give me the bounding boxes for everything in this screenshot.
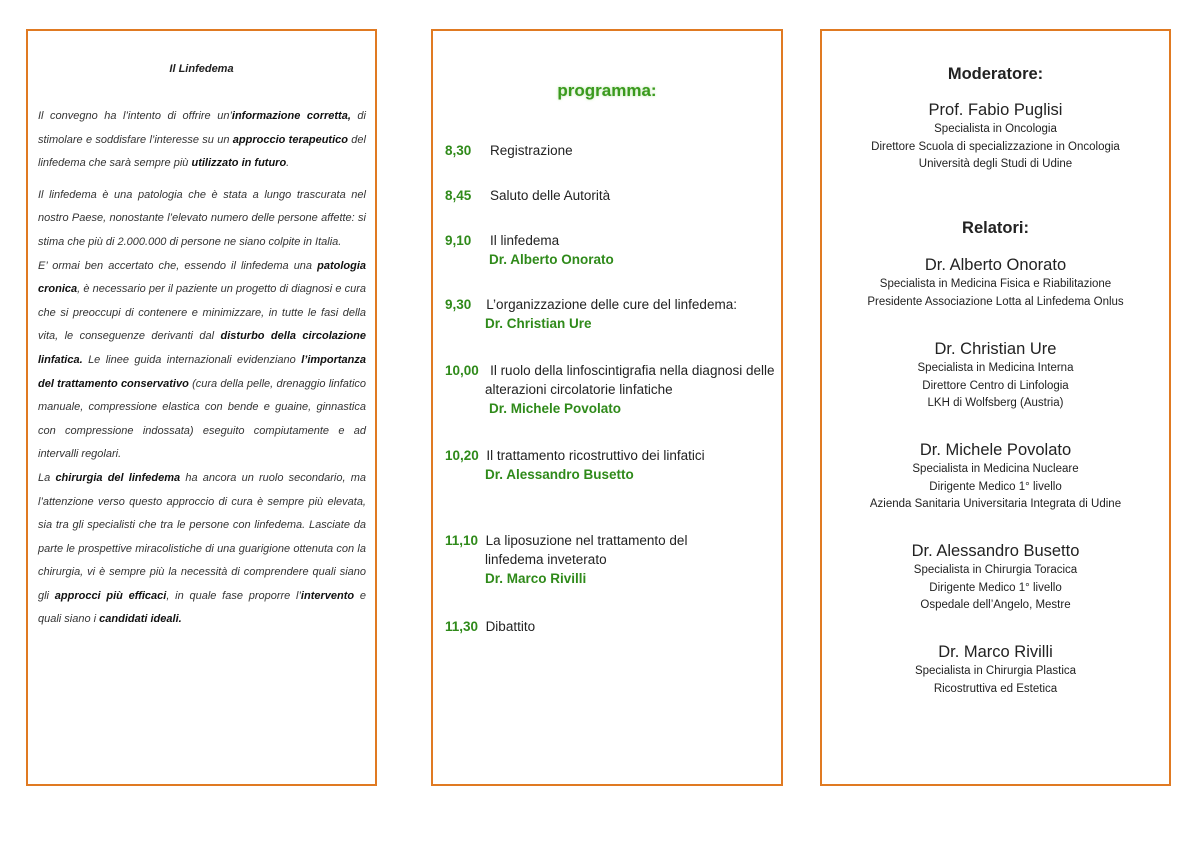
intro-text: Il convegno ha l’intento di offrire un’ (38, 110, 232, 122)
intro-text: (cura della pelle, drenaggio linfatico manuale, compressione elastica con bende e guaine, ginnastica con compressione indossata) eseguito compiutamente e ad intervalli regolari. (38, 377, 367, 461)
speakers-panel (820, 29, 1171, 786)
program-text: Saluto delle Autorità (490, 188, 611, 203)
intro-paragraph-3 (38, 255, 366, 467)
speakers-heading: Relatori: (962, 219, 1029, 237)
program-text: La liposuzione nel trattamento del linfedema inveterato (485, 533, 688, 567)
person-detail: Specialista in Oncologia (934, 123, 1057, 135)
intro-emphasis: approcci più efficaci (54, 589, 167, 602)
program-text: L’organizzazione delle cure del linfedema: (486, 297, 737, 312)
intro-text: di stimolare e soddisfare l’interesse su un (38, 110, 366, 146)
program-item (445, 446, 725, 484)
program-time: 9,10 (445, 233, 472, 248)
program-text: Il linfedema (490, 233, 560, 248)
program-text: Dibattito (485, 619, 536, 634)
program-time: 9,30 (445, 297, 472, 312)
program-item (445, 295, 775, 333)
intro-text: . (286, 157, 290, 170)
person-detail: Direttore Scuola di specializzazione in Oncologia (871, 140, 1120, 153)
person-name: Dr. Marco Rivilli (938, 643, 1053, 661)
program-time: 8,45 (445, 188, 472, 203)
moderator-heading: Moderatore: (947, 65, 1044, 83)
program-time: 10,20 (445, 448, 479, 463)
speaker (822, 540, 1169, 615)
intro-emphasis: disturbo della circolazione linfatica. (38, 330, 366, 366)
program-time: 11,10 (445, 533, 479, 548)
program-item (445, 617, 775, 636)
person-detail: Azienda Sanitaria Universitaria Integrata di Udine (869, 498, 1122, 510)
intro-paragraph-1 (38, 105, 366, 176)
intro-text: e quali siano i (38, 589, 366, 626)
program-item (445, 231, 775, 269)
program-time: 8,30 (445, 143, 472, 158)
person-detail: Specialista in Medicina Fisica e Riabilitazione (879, 278, 1112, 290)
speaker (822, 254, 1169, 311)
person-detail: Presidente Associazione Lotta al Linfedema Onlus (867, 295, 1124, 308)
person-detail: Specialista in Chirurgia Plastica (914, 665, 1077, 677)
program-speaker: Dr. Alberto Onorato (489, 252, 614, 267)
program-speaker: Dr. Alessandro Busetto (485, 467, 634, 482)
program-title: programma: (557, 81, 657, 100)
program-time: 10,00 (445, 363, 479, 378)
program-text: Il ruolo della linfoscintigrafia nella diagnosi delle alterazioni circolatorie linfatiche (485, 363, 775, 397)
person-detail: LKH di Wolfsberg (Austria) (927, 397, 1064, 409)
intro-text: ha ancora un ruolo secondario, ma l’attenzione verso questo approccio di cura è sempre più elevata, sia tra gli specialisti che tra le persone con linfedema. Lasciate da parte le prospettive miracolistiche di una guarigione ottenuta con la chirurgia, vi è sempre più la necessità di comprendere quali siano gli (38, 471, 367, 602)
intro-emphasis: utilizzato in futuro (191, 157, 287, 170)
person-detail: Specialista in Medicina Interna (917, 362, 1074, 374)
intro-title: Il Linfedema (169, 63, 234, 75)
intro-body (38, 105, 366, 632)
intro-text: , in quale fase proporre l’ (166, 589, 301, 602)
intro-panel (26, 29, 377, 786)
speaker (822, 338, 1169, 413)
program-text: Il trattamento ricostruttivo dei linfatici (486, 448, 705, 463)
program-time: 11,30 (445, 619, 479, 634)
person-detail: Dirigente Medico 1° livello (929, 480, 1062, 493)
program-text: Registrazione (490, 143, 573, 158)
person-detail: Specialista in Chirurgia Toracica (913, 564, 1078, 576)
intro-emphasis: intervento (300, 589, 355, 602)
speaker (822, 439, 1169, 514)
person-detail: Ospedale dell’Angelo, Mestre (920, 599, 1071, 611)
person-detail: Direttore Centro di Linfologia (922, 379, 1069, 392)
person-detail: Università degli Studi di Udine (918, 158, 1073, 170)
intro-text: Il linfedema è una patologia che è stata a lungo trascurata nel nostro Paese, nonostante l’elevato numero delle persone affette: si stima che più di 2.000.000 di persone ne siano colpite in Italia. (38, 188, 366, 248)
program-item (445, 186, 775, 205)
intro-emphasis: informazione corretta, (231, 110, 351, 122)
intro-paragraph-4 (38, 467, 366, 632)
intro-emphasis: l’importanza del trattamento conservativo (38, 353, 366, 390)
speaker (822, 641, 1169, 698)
program-item (445, 361, 775, 418)
person-name: Dr. Christian Ure (934, 340, 1057, 358)
program-speaker: Dr. Christian Ure (485, 316, 592, 331)
intro-text: Le linee guida internazionali evidenziano (82, 353, 302, 366)
program-item (445, 531, 735, 588)
person-name: Dr. Michele Povolato (919, 441, 1072, 459)
person-detail: Dirigente Medico 1° livello (929, 581, 1062, 594)
program-speaker: Dr. Marco Rivilli (485, 571, 587, 586)
intro-emphasis: candidati ideali. (99, 613, 182, 626)
intro-text: La (38, 471, 56, 484)
program-item (445, 141, 775, 160)
intro-text: , è necessario per il paziente un progetto di diagnosi e cura che si preoccupi di contenere e minimizzare, in tutte le fasi della vita, le conseguenze derivanti dal (38, 283, 366, 343)
person-detail: Ricostruttiva ed Estetica (933, 682, 1058, 695)
program-panel (431, 29, 783, 786)
intro-emphasis: approccio terapeutico (232, 133, 348, 146)
intro-emphasis: patologia cronica (38, 259, 366, 296)
person-detail: Specialista in Medicina Nucleare (912, 463, 1079, 475)
person-name: Prof. Fabio Puglisi (928, 101, 1063, 119)
intro-text: del linfedema che sarà sempre più (38, 133, 366, 170)
intro-paragraph-2 (38, 184, 366, 255)
intro-text: E’ ormai ben accertato che, essendo il linfedema una (38, 259, 318, 272)
intro-emphasis: chirurgia del linfedema (55, 471, 181, 484)
person-name: Dr. Alberto Onorato (924, 256, 1067, 274)
moderator (822, 99, 1169, 174)
program-speaker: Dr. Michele Povolato (489, 401, 622, 416)
person-name: Dr. Alessandro Busetto (911, 542, 1080, 560)
